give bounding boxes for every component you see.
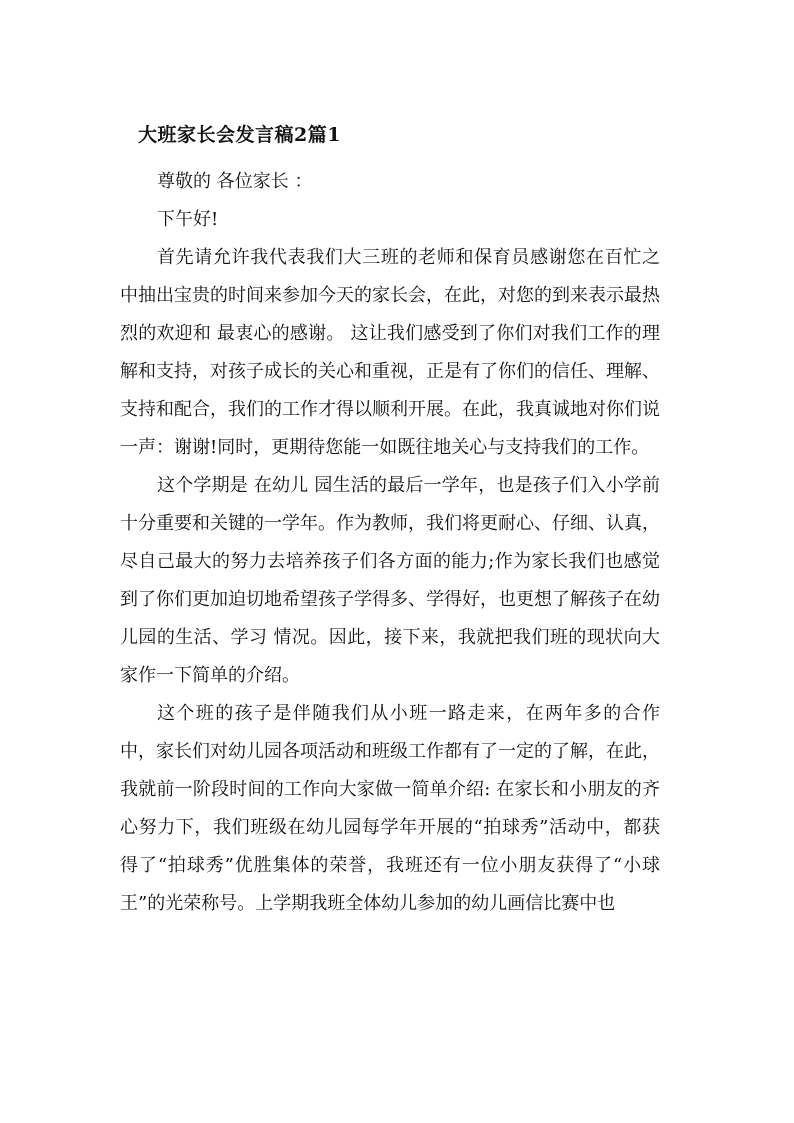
- document-title: 大班家长会发言稿2篇1: [138, 124, 341, 146]
- document-body: [120, 163, 660, 923]
- body-paragraph: 首先请允许我代表我们大三班的老师和保育员感谢您在百忙之 中抽出宝贵的时间来参加今天的家长会，在此，对您的到来表示最热烈的欢迎和 最衷心的感谢。 这让我们感受到了你们对我们工作的理解和支持，对孩子成长的关心和重视，正是有了你们的信任、理解、支持和配合，我们的工作才得以顺利开展。在此，我真诚地对你们说一声：谢谢!同时，更期待您能一如既往地关心与支持我们的工作。: [120, 247, 660, 458]
- body-paragraph: 这个学期是 在幼儿 园生活的最后一学年，也是孩子们入小学前十分重要和关键的一学年。作为教师，我们将更耐心、仔细、认真，尽自己最大的努力去培养孩子们各方面的能力;作为家长我们也感觉到了你们更加迫切地希望孩子学得多、学得好，也更想了解孩子在幼儿园的生活、学习 情况。因此，接下来，我就把我们班的现状向大家作一下简单的介绍。: [120, 475, 660, 686]
- body-paragraph: 这个班的孩子是伴随我们从小班一路走来，在两年多的合作中，家长们对幼儿园各项活动和班级工作都有了一定的了解，在此，我就前一阶段时间的工作向大家做一简单介绍: 在家长和小朋友的齐心努力下，我们班级在幼儿园每学年开展的“拍球秀”活动中，都获得了“拍球秀”优胜集体的荣誉，我班还有一位小朋友获得了“小球王”的光荣称号。上学期我班全体幼儿参加的幼儿画信比赛中也: [120, 703, 660, 914]
- salutation-line: 下午好!: [157, 209, 219, 230]
- greeting-line: 尊敬的 各位家长 ：: [157, 171, 313, 192]
